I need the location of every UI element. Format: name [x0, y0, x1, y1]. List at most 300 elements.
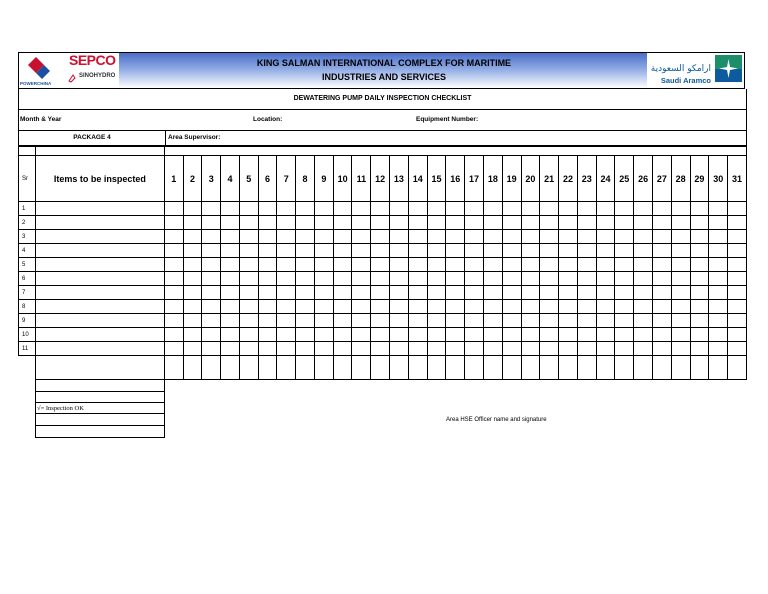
check-cell[interactable] [258, 300, 277, 314]
check-cell[interactable] [408, 300, 427, 314]
check-cell[interactable] [483, 286, 502, 300]
check-cell[interactable] [371, 300, 390, 314]
check-cell[interactable] [540, 300, 559, 314]
check-cell[interactable] [183, 202, 202, 216]
check-cell[interactable] [502, 244, 521, 258]
check-cell[interactable] [465, 328, 484, 342]
check-cell[interactable] [465, 356, 484, 380]
check-cell[interactable] [164, 328, 183, 342]
check-cell[interactable] [258, 244, 277, 258]
check-cell[interactable] [483, 244, 502, 258]
check-cell[interactable] [239, 314, 258, 328]
check-cell[interactable] [465, 314, 484, 328]
check-cell[interactable] [540, 244, 559, 258]
check-cell[interactable] [427, 244, 446, 258]
check-cell[interactable] [239, 244, 258, 258]
check-cell[interactable] [465, 216, 484, 230]
check-cell[interactable] [239, 300, 258, 314]
check-cell[interactable] [258, 314, 277, 328]
check-cell[interactable] [634, 216, 653, 230]
check-cell[interactable] [596, 328, 615, 342]
check-cell[interactable] [652, 258, 671, 272]
check-cell[interactable] [483, 230, 502, 244]
check-cell[interactable] [277, 286, 296, 300]
check-cell[interactable] [671, 216, 690, 230]
check-cell[interactable] [333, 342, 352, 356]
check-cell[interactable] [164, 300, 183, 314]
check-cell[interactable] [239, 230, 258, 244]
check-cell[interactable] [634, 300, 653, 314]
check-cell[interactable] [690, 202, 709, 216]
check-cell[interactable] [221, 216, 240, 230]
check-cell[interactable] [333, 258, 352, 272]
check-cell[interactable] [502, 356, 521, 380]
check-cell[interactable] [559, 328, 578, 342]
check-cell[interactable] [427, 314, 446, 328]
check-cell[interactable] [671, 230, 690, 244]
check-cell[interactable] [390, 342, 409, 356]
check-cell[interactable] [258, 202, 277, 216]
check-cell[interactable] [296, 202, 315, 216]
check-cell[interactable] [502, 300, 521, 314]
check-cell[interactable] [521, 300, 540, 314]
check-cell[interactable] [709, 300, 728, 314]
check-cell[interactable] [446, 216, 465, 230]
check-cell[interactable] [728, 286, 747, 300]
check-cell[interactable] [239, 258, 258, 272]
check-cell[interactable] [427, 286, 446, 300]
check-cell[interactable] [559, 258, 578, 272]
check-cell[interactable] [183, 342, 202, 356]
check-cell[interactable] [483, 202, 502, 216]
check-cell[interactable] [296, 272, 315, 286]
check-cell[interactable] [446, 328, 465, 342]
check-cell[interactable] [390, 314, 409, 328]
check-cell[interactable] [671, 286, 690, 300]
check-cell[interactable] [408, 328, 427, 342]
check-cell[interactable] [390, 244, 409, 258]
check-cell[interactable] [352, 216, 371, 230]
check-cell[interactable] [596, 244, 615, 258]
check-cell[interactable] [690, 342, 709, 356]
check-cell[interactable] [615, 328, 634, 342]
check-cell[interactable] [371, 286, 390, 300]
check-cell[interactable] [559, 356, 578, 380]
check-cell[interactable] [314, 356, 333, 380]
check-cell[interactable] [164, 202, 183, 216]
check-cell[interactable] [652, 300, 671, 314]
check-cell[interactable] [596, 342, 615, 356]
check-cell[interactable] [446, 202, 465, 216]
check-cell[interactable] [352, 272, 371, 286]
check-cell[interactable] [164, 356, 183, 380]
check-cell[interactable] [615, 356, 634, 380]
check-cell[interactable] [690, 258, 709, 272]
check-cell[interactable] [615, 300, 634, 314]
check-cell[interactable] [239, 286, 258, 300]
check-cell[interactable] [652, 314, 671, 328]
check-cell[interactable] [446, 300, 465, 314]
check-cell[interactable] [239, 202, 258, 216]
item-cell[interactable] [35, 230, 164, 244]
check-cell[interactable] [258, 356, 277, 380]
check-cell[interactable] [333, 300, 352, 314]
check-cell[interactable] [728, 356, 747, 380]
check-cell[interactable] [634, 356, 653, 380]
check-cell[interactable] [540, 328, 559, 342]
check-cell[interactable] [333, 356, 352, 380]
check-cell[interactable] [483, 258, 502, 272]
check-cell[interactable] [446, 272, 465, 286]
check-cell[interactable] [615, 314, 634, 328]
check-cell[interactable] [371, 216, 390, 230]
item-cell[interactable] [35, 244, 164, 258]
check-cell[interactable] [352, 342, 371, 356]
check-cell[interactable] [221, 230, 240, 244]
check-cell[interactable] [371, 244, 390, 258]
check-cell[interactable] [596, 216, 615, 230]
check-cell[interactable] [728, 258, 747, 272]
check-cell[interactable] [239, 342, 258, 356]
check-cell[interactable] [371, 328, 390, 342]
check-cell[interactable] [333, 272, 352, 286]
check-cell[interactable] [296, 300, 315, 314]
check-cell[interactable] [277, 314, 296, 328]
check-cell[interactable] [521, 216, 540, 230]
check-cell[interactable] [446, 244, 465, 258]
check-cell[interactable] [521, 272, 540, 286]
check-cell[interactable] [709, 314, 728, 328]
check-cell[interactable] [671, 314, 690, 328]
check-cell[interactable] [183, 244, 202, 258]
check-cell[interactable] [183, 272, 202, 286]
check-cell[interactable] [634, 272, 653, 286]
check-cell[interactable] [202, 342, 221, 356]
check-cell[interactable] [728, 244, 747, 258]
check-cell[interactable] [728, 314, 747, 328]
check-cell[interactable] [652, 202, 671, 216]
check-cell[interactable] [202, 272, 221, 286]
check-cell[interactable] [634, 230, 653, 244]
check-cell[interactable] [465, 258, 484, 272]
check-cell[interactable] [559, 244, 578, 258]
check-cell[interactable] [671, 244, 690, 258]
check-cell[interactable] [577, 272, 596, 286]
check-cell[interactable] [709, 230, 728, 244]
check-cell[interactable] [728, 342, 747, 356]
check-cell[interactable] [296, 328, 315, 342]
check-cell[interactable] [390, 272, 409, 286]
check-cell[interactable] [690, 244, 709, 258]
check-cell[interactable] [352, 202, 371, 216]
check-cell[interactable] [615, 244, 634, 258]
check-cell[interactable] [296, 244, 315, 258]
check-cell[interactable] [521, 314, 540, 328]
check-cell[interactable] [577, 342, 596, 356]
check-cell[interactable] [427, 258, 446, 272]
check-cell[interactable] [296, 314, 315, 328]
check-cell[interactable] [296, 286, 315, 300]
item-cell[interactable] [35, 202, 164, 216]
check-cell[interactable] [559, 342, 578, 356]
check-cell[interactable] [634, 202, 653, 216]
check-cell[interactable] [540, 258, 559, 272]
check-cell[interactable] [183, 314, 202, 328]
check-cell[interactable] [483, 216, 502, 230]
check-cell[interactable] [502, 286, 521, 300]
check-cell[interactable] [277, 258, 296, 272]
check-cell[interactable] [483, 342, 502, 356]
check-cell[interactable] [652, 230, 671, 244]
check-cell[interactable] [183, 286, 202, 300]
check-cell[interactable] [446, 286, 465, 300]
check-cell[interactable] [577, 202, 596, 216]
check-cell[interactable] [652, 216, 671, 230]
check-cell[interactable] [390, 202, 409, 216]
check-cell[interactable] [521, 356, 540, 380]
check-cell[interactable] [371, 314, 390, 328]
check-cell[interactable] [333, 314, 352, 328]
check-cell[interactable] [540, 356, 559, 380]
check-cell[interactable] [690, 272, 709, 286]
check-cell[interactable] [221, 272, 240, 286]
check-cell[interactable] [559, 230, 578, 244]
check-cell[interactable] [728, 230, 747, 244]
check-cell[interactable] [277, 216, 296, 230]
check-cell[interactable] [314, 314, 333, 328]
check-cell[interactable] [596, 230, 615, 244]
check-cell[interactable] [183, 230, 202, 244]
check-cell[interactable] [483, 314, 502, 328]
check-cell[interactable] [615, 216, 634, 230]
check-cell[interactable] [540, 286, 559, 300]
check-cell[interactable] [540, 230, 559, 244]
check-cell[interactable] [502, 230, 521, 244]
check-cell[interactable] [408, 342, 427, 356]
check-cell[interactable] [502, 202, 521, 216]
check-cell[interactable] [634, 314, 653, 328]
check-cell[interactable] [164, 258, 183, 272]
check-cell[interactable] [652, 356, 671, 380]
check-cell[interactable] [333, 244, 352, 258]
check-cell[interactable] [465, 286, 484, 300]
check-cell[interactable] [314, 244, 333, 258]
check-cell[interactable] [709, 244, 728, 258]
check-cell[interactable] [465, 342, 484, 356]
check-cell[interactable] [615, 272, 634, 286]
check-cell[interactable] [540, 342, 559, 356]
check-cell[interactable] [258, 216, 277, 230]
check-cell[interactable] [690, 286, 709, 300]
check-cell[interactable] [314, 328, 333, 342]
check-cell[interactable] [690, 314, 709, 328]
check-cell[interactable] [164, 314, 183, 328]
check-cell[interactable] [671, 258, 690, 272]
check-cell[interactable] [352, 356, 371, 380]
check-cell[interactable] [652, 272, 671, 286]
check-cell[interactable] [390, 230, 409, 244]
check-cell[interactable] [352, 230, 371, 244]
check-cell[interactable] [390, 258, 409, 272]
item-cell[interactable] [35, 356, 164, 380]
check-cell[interactable] [559, 286, 578, 300]
check-cell[interactable] [615, 258, 634, 272]
check-cell[interactable] [258, 272, 277, 286]
check-cell[interactable] [352, 286, 371, 300]
check-cell[interactable] [202, 230, 221, 244]
check-cell[interactable] [577, 314, 596, 328]
check-cell[interactable] [221, 258, 240, 272]
check-cell[interactable] [239, 216, 258, 230]
check-cell[interactable] [728, 300, 747, 314]
check-cell[interactable] [446, 230, 465, 244]
check-cell[interactable] [408, 216, 427, 230]
check-cell[interactable] [258, 258, 277, 272]
check-cell[interactable] [634, 286, 653, 300]
check-cell[interactable] [183, 216, 202, 230]
check-cell[interactable] [277, 202, 296, 216]
check-cell[interactable] [577, 300, 596, 314]
check-cell[interactable] [502, 328, 521, 342]
check-cell[interactable] [577, 356, 596, 380]
check-cell[interactable] [314, 202, 333, 216]
check-cell[interactable] [333, 216, 352, 230]
check-cell[interactable] [296, 356, 315, 380]
check-cell[interactable] [202, 202, 221, 216]
check-cell[interactable] [615, 342, 634, 356]
check-cell[interactable] [540, 216, 559, 230]
check-cell[interactable] [446, 314, 465, 328]
check-cell[interactable] [652, 244, 671, 258]
check-cell[interactable] [296, 258, 315, 272]
check-cell[interactable] [483, 300, 502, 314]
check-cell[interactable] [221, 328, 240, 342]
check-cell[interactable] [221, 202, 240, 216]
check-cell[interactable] [446, 356, 465, 380]
check-cell[interactable] [202, 356, 221, 380]
check-cell[interactable] [709, 216, 728, 230]
check-cell[interactable] [352, 258, 371, 272]
check-cell[interactable] [427, 356, 446, 380]
check-cell[interactable] [333, 328, 352, 342]
check-cell[interactable] [314, 230, 333, 244]
check-cell[interactable] [352, 300, 371, 314]
check-cell[interactable] [634, 328, 653, 342]
check-cell[interactable] [596, 202, 615, 216]
check-cell[interactable] [446, 258, 465, 272]
check-cell[interactable] [164, 286, 183, 300]
check-cell[interactable] [521, 244, 540, 258]
check-cell[interactable] [559, 216, 578, 230]
check-cell[interactable] [221, 300, 240, 314]
check-cell[interactable] [164, 216, 183, 230]
check-cell[interactable] [483, 272, 502, 286]
check-cell[interactable] [202, 216, 221, 230]
check-cell[interactable] [652, 286, 671, 300]
check-cell[interactable] [521, 342, 540, 356]
check-cell[interactable] [596, 356, 615, 380]
check-cell[interactable] [540, 272, 559, 286]
check-cell[interactable] [390, 356, 409, 380]
check-cell[interactable] [296, 230, 315, 244]
item-cell[interactable] [35, 314, 164, 328]
check-cell[interactable] [427, 300, 446, 314]
check-cell[interactable] [371, 230, 390, 244]
check-cell[interactable] [408, 286, 427, 300]
check-cell[interactable] [690, 230, 709, 244]
check-cell[interactable] [615, 286, 634, 300]
check-cell[interactable] [596, 300, 615, 314]
check-cell[interactable] [333, 230, 352, 244]
check-cell[interactable] [371, 356, 390, 380]
check-cell[interactable] [709, 286, 728, 300]
check-cell[interactable] [390, 216, 409, 230]
check-cell[interactable] [521, 202, 540, 216]
check-cell[interactable] [690, 300, 709, 314]
check-cell[interactable] [390, 286, 409, 300]
check-cell[interactable] [314, 342, 333, 356]
check-cell[interactable] [202, 258, 221, 272]
check-cell[interactable] [634, 244, 653, 258]
check-cell[interactable] [277, 272, 296, 286]
check-cell[interactable] [221, 356, 240, 380]
check-cell[interactable] [333, 202, 352, 216]
check-cell[interactable] [202, 328, 221, 342]
check-cell[interactable] [728, 202, 747, 216]
check-cell[interactable] [427, 216, 446, 230]
item-cell[interactable] [35, 258, 164, 272]
check-cell[interactable] [408, 244, 427, 258]
check-cell[interactable] [596, 286, 615, 300]
check-cell[interactable] [446, 342, 465, 356]
check-cell[interactable] [502, 342, 521, 356]
check-cell[interactable] [728, 216, 747, 230]
check-cell[interactable] [390, 328, 409, 342]
check-cell[interactable] [277, 342, 296, 356]
check-cell[interactable] [709, 272, 728, 286]
check-cell[interactable] [427, 328, 446, 342]
check-cell[interactable] [596, 258, 615, 272]
check-cell[interactable] [521, 230, 540, 244]
check-cell[interactable] [202, 286, 221, 300]
check-cell[interactable] [239, 272, 258, 286]
check-cell[interactable] [728, 272, 747, 286]
check-cell[interactable] [671, 356, 690, 380]
check-cell[interactable] [277, 300, 296, 314]
check-cell[interactable] [540, 202, 559, 216]
check-cell[interactable] [277, 328, 296, 342]
check-cell[interactable] [277, 356, 296, 380]
check-cell[interactable] [709, 258, 728, 272]
check-cell[interactable] [296, 216, 315, 230]
check-cell[interactable] [183, 328, 202, 342]
check-cell[interactable] [164, 230, 183, 244]
check-cell[interactable] [671, 202, 690, 216]
check-cell[interactable] [465, 244, 484, 258]
check-cell[interactable] [577, 328, 596, 342]
check-cell[interactable] [577, 230, 596, 244]
item-cell[interactable] [35, 342, 164, 356]
check-cell[interactable] [314, 300, 333, 314]
check-cell[interactable] [408, 356, 427, 380]
check-cell[interactable] [371, 202, 390, 216]
check-cell[interactable] [465, 272, 484, 286]
check-cell[interactable] [709, 342, 728, 356]
check-cell[interactable] [671, 328, 690, 342]
check-cell[interactable] [239, 328, 258, 342]
item-cell[interactable] [35, 328, 164, 342]
check-cell[interactable] [314, 258, 333, 272]
